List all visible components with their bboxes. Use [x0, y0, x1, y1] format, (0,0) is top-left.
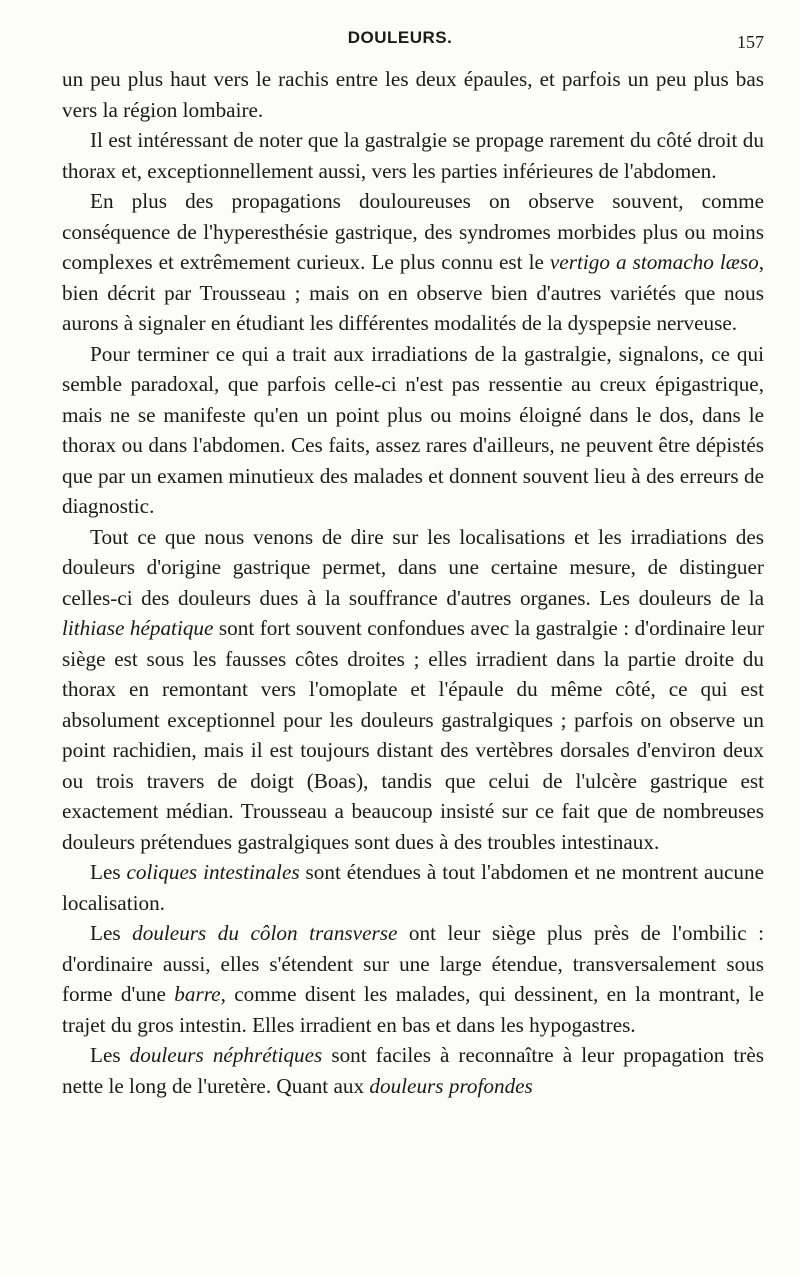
paragraph-1 — [62, 64, 764, 125]
text-run: ont leur siège plus près de l'ombilic : d'ordinaire aussi, elles s'étendent sur une large étendue, transversalement sous forme d'une — [62, 921, 765, 1006]
text-run: Il est intéressant de noter que la gastralgie se propage rarement du côté droit du thorax et, exceptionnellement aussi, vers les parties inférieures de l'abdomen. — [62, 128, 764, 183]
paragraph-7 — [62, 918, 764, 1040]
page-header — [0, 26, 800, 56]
italic-term: coliques intestinales — [126, 860, 300, 884]
italic-term: barre — [174, 982, 221, 1006]
text-run: Les — [90, 860, 127, 884]
italic-term: lithiase hépatique — [62, 616, 214, 640]
text-run: Tout ce que nous venons de dire sur les localisations et les irradiations des douleurs d'origine gastrique permet, dans une certaine mesure, de distinguer celles-ci des douleurs dues à la souffrance d'autres organes. Les douleurs de la — [62, 524, 764, 610]
italic-term: vertigo a stomacho læso — [549, 250, 759, 274]
text-body — [62, 64, 764, 1101]
italic-term: douleurs du côlon transverse — [132, 921, 398, 945]
text-run: , comme disent les malades, qui dessinent, en la montrant, le trajet du gros intestin. Elles irradient en bas et dans les hypogastres. — [62, 982, 764, 1037]
text-run: sont faciles à reconnaître à leur propagation très nette le long de l'uretère. Quant aux — [62, 1043, 764, 1098]
paragraph-6 — [62, 857, 764, 918]
italic-term: douleurs profondes — [369, 1073, 533, 1098]
page-number: 157 — [737, 32, 764, 52]
paragraph-2 — [62, 125, 764, 186]
text-run: Pour terminer ce qui a trait aux irradiations de la gastralgie, signalons, ce qui semble paradoxal, que parfois celle-ci n'est pas ressentie au creux épigastrique, mais ne se manifeste qu'en un point plus ou moins éloigné dans le dos, dans le thorax ou dans l'abdomen. Ces faits, assez rares d'ailleurs, ne peuvent être dépistés que par un examen minutieux des malades et donnent souvent lieu à des erreurs de diagnostic. — [62, 341, 764, 518]
paragraph-3 — [62, 186, 764, 339]
paragraph-8 — [62, 1040, 764, 1101]
text-run: Les — [90, 921, 133, 945]
paragraph-4 — [62, 339, 764, 522]
text-run: un peu plus haut vers le rachis entre les deux épaules, et parfois un peu plus bas vers la région lombaire. — [62, 67, 764, 122]
text-run: Les — [90, 1043, 130, 1067]
text-run: En plus des propagations douloureuses on observe souvent, comme conséquence de l'hyperesthésie gastrique, des syndromes morbides plus ou moins complexes et extrêmement curieux. Le plus connu est le — [62, 189, 764, 274]
italic-term: douleurs néphrétiques — [129, 1043, 323, 1067]
text-run: , bien décrit par Trousseau ; mais on en observe bien d'autres variétés que nous aurons à signaler en étudiant les différentes modalités de la dyspepsie nerveuse. — [62, 250, 764, 335]
running-head: DOULEURS. — [347, 28, 453, 47]
paragraph-5 — [62, 522, 764, 858]
text-run: sont étendues à tout l'abdomen et ne montrent aucune localisation. — [62, 860, 764, 915]
text-run: sont fort souvent confondues avec la gastralgie : d'ordinaire leur siège est sous les fausses côtes droites ; elles irradient dans la partie droite du thorax en remontant vers l'omoplate et l'épaule du même côté, ce qui est absolument exceptionnel pour les douleurs gastralgiques ; parfois on observe un point rachidien, mais il est toujours distant des vertèbres dorsales d'environ deux ou trois travers de doigt (Boas), tandis que celui de l'ulcère gastrique est exactement médian. Trousseau a beaucoup insisté sur ce fait que de nombreuses douleurs prétendues gastralgiques sont dues à des troubles intestinaux. — [62, 616, 764, 854]
